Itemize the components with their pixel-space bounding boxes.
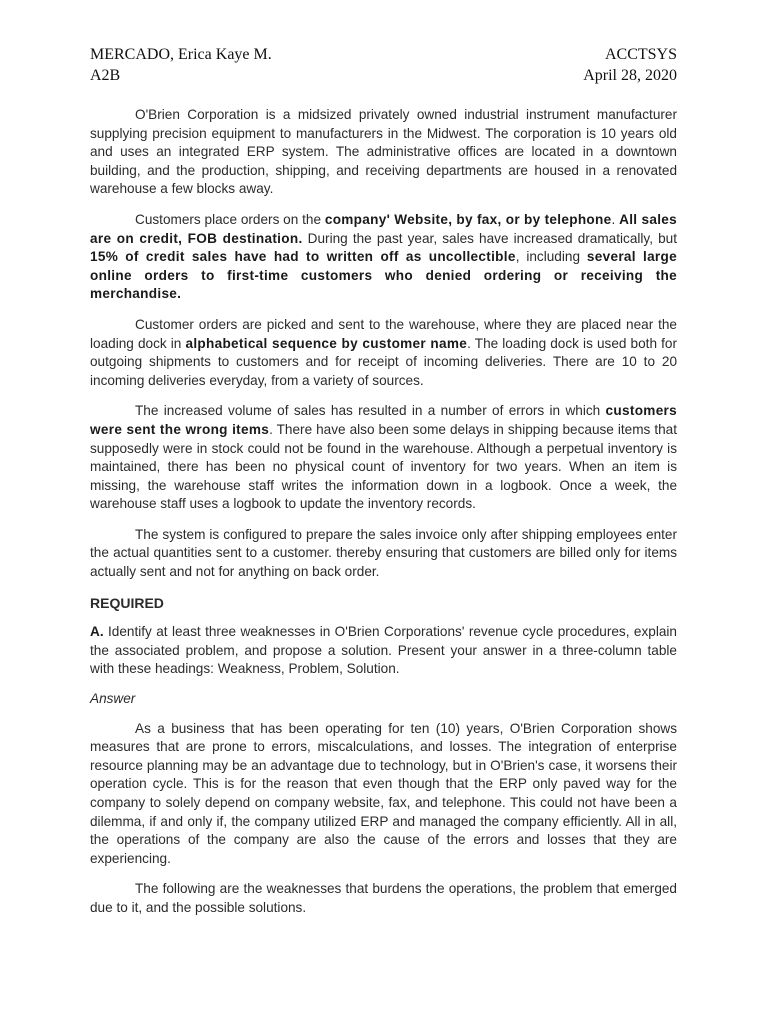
case-p3-bold-1: alphabetical sequence by customer name xyxy=(185,335,468,351)
header-row-1 xyxy=(90,44,677,65)
case-p3-text-2: . The loading dock is used both for outgoing shipments to customers and for receipt of incoming deliveries. There are 10 to 20 incoming deliveries everyday, from a variety of sources. xyxy=(90,335,677,388)
case-paragraph-3 xyxy=(90,316,677,390)
document-date: April 28, 2020 xyxy=(583,67,677,84)
case-p2-text-3: During the past year, sales have increased dramatically, but xyxy=(302,230,678,246)
case-p2-bold-3: 15% of credit sales have had to written off as uncollectible xyxy=(90,249,516,265)
case-p4-text-1: The increased volume of sales has resulted in a number of errors in which xyxy=(135,403,606,419)
section-code: A2B xyxy=(90,67,121,84)
required-item-a xyxy=(90,623,677,679)
case-p3-text-1: Customer orders are picked and sent to the warehouse, where they are placed near the loading dock in xyxy=(90,316,677,351)
case-p2-text-1: Customers place orders on the xyxy=(135,211,325,227)
document-header xyxy=(90,44,677,86)
required-heading: REQUIRED xyxy=(90,594,164,611)
case-p4-text-2: . There have also been some delays in shipping because items that supposedly were in stock could not be found in the warehouse. Although a perpetual inventory is maintained, there has been no physical count of inventory for two years. When an item is missing, the warehouse staff writes the information down in a logbook. Once a week, the warehouse staff uses a logbook to update the inventory records. xyxy=(90,421,678,512)
case-p2-bold-2: All sales are on credit, FOB destination. xyxy=(90,211,677,246)
case-paragraph-4 xyxy=(90,402,677,514)
case-p4-bold-1: customers were sent the wrong items xyxy=(90,403,677,437)
case-paragraph-1: O'Brien Corporation is a midsized privately owned industrial instrument manufacturer supplying precision equipment to manufacturers in the Midwest. The corporation is 10 years old and uses an integrated ERP system. The administrative offices are located in a downtown building, and the production, shipping, and receiving departments are housed in a renovated warehouse a few blocks away. xyxy=(90,107,677,197)
required-item-label: A. xyxy=(90,624,104,640)
document-page xyxy=(90,44,677,918)
header-row-2 xyxy=(90,65,677,86)
case-p2-text-2: . xyxy=(611,211,620,227)
case-p2-bold-4: several large online orders to first-time customers who denied ordering or receiving the merchandise. xyxy=(90,249,677,302)
case-paragraph-5: The system is configured to prepare the sales invoice only after shipping employees enter the actual quantities sent to a customer. thereby ensuring that customers are billed only for items actually sent and not for anything on back order. xyxy=(90,526,677,580)
case-p2-text-4: , including xyxy=(515,249,587,265)
answer-paragraph-2: The following are the weaknesses that burdens the operations, the problem that emerged due to it, and the possible solutions. xyxy=(90,881,677,915)
answer-label: Answer xyxy=(90,691,136,707)
required-item-text: Identify at least three weaknesses in O'Brien Corporations' revenue cycle procedures, explain the associated problem, and propose a solution. Present your answer in a three-column table with these headings: Weakness, Problem, Solution. xyxy=(90,624,677,677)
course-code: ACCTSYS xyxy=(604,46,677,63)
answer-paragraph-1: As a business that has been operating for ten (10) years, O'Brien Corporation shows measures that are prone to errors, miscalculations, and losses. The integration of enterprise resource planning may be an advantage due to technology, but in O'Brien's case, it worsens their operation cycle. This is for the reason that even though that the ERP only paved way for the company to solely depend on company website, fax, and telephone. This could not have been a dilemma, if and only if, the company utilized ERP and managed the company efficiently. All in all, the operations of the company are also the cause of the errors and losses that they are experiencing. xyxy=(90,720,677,866)
case-paragraph-2 xyxy=(90,211,677,304)
student-name: MERCADO, Erica Kaye M. xyxy=(90,46,272,63)
case-p2-bold-1: company' Website, by fax, or by telephone xyxy=(324,211,612,227)
